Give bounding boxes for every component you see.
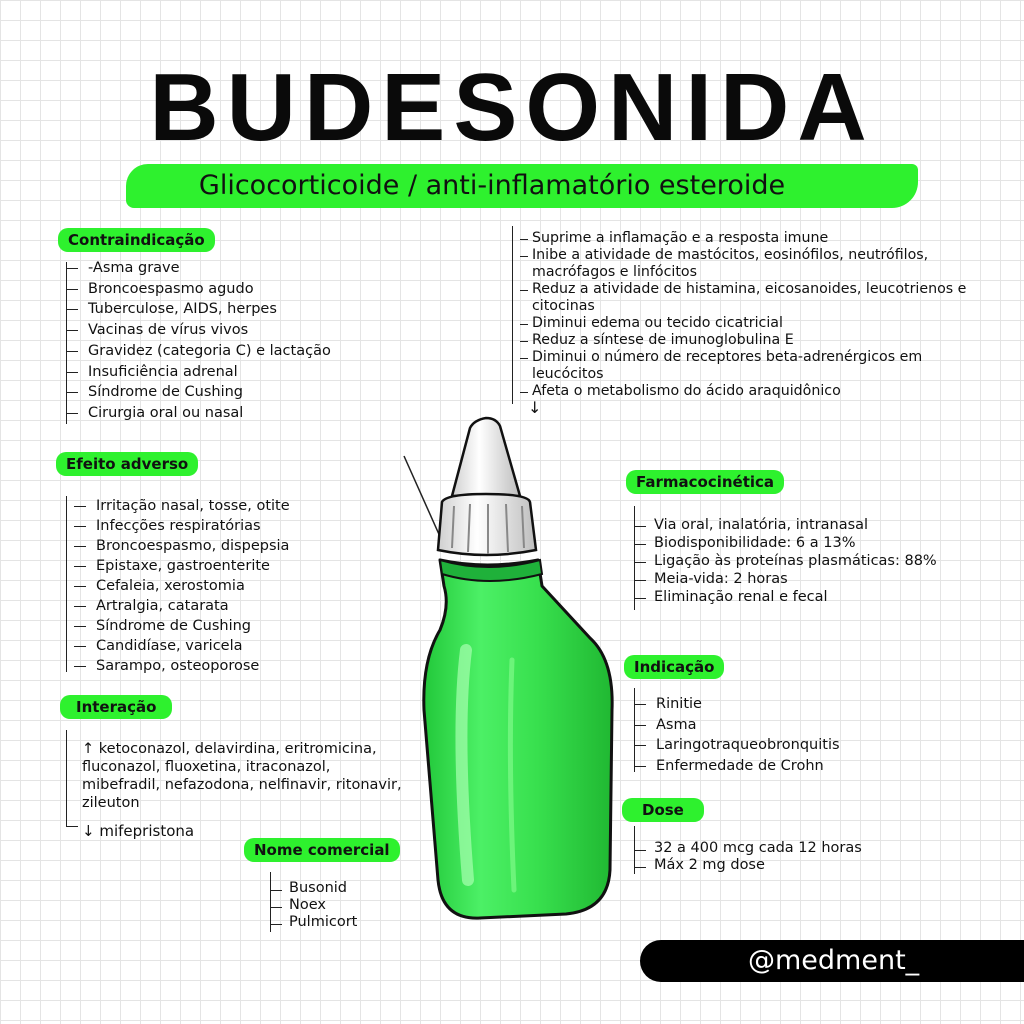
efeito-adverso-item: Infecções respiratórias — [74, 516, 290, 536]
contraindicacao-tag: Contraindicação — [58, 228, 215, 252]
mecanismo-list — [520, 230, 990, 400]
contraindicacao-list — [66, 258, 331, 424]
interacao-branch — [66, 826, 78, 827]
efeito-adverso-item: Síndrome de Cushing — [74, 616, 290, 636]
dose-item: 32 a 400 mcg cada 12 horas — [634, 840, 862, 857]
mecanismo-item: Diminui edema ou tecido cicatricial — [520, 315, 990, 332]
efeito-adverso-item: Epistaxe, gastroenterite — [74, 556, 290, 576]
nome-comercial-tag: Nome comercial — [244, 838, 400, 862]
mecanismo-item: Suprime a inflamação e a resposta imune — [520, 230, 990, 247]
efeito-adverso-item: Artralgia, catarata — [74, 596, 290, 616]
farmacocinetica-tag: Farmacocinética — [626, 470, 784, 494]
page-title: BUDESONIDA — [149, 54, 875, 161]
contraindicacao-item: Insuficiência adrenal — [66, 362, 331, 383]
contraindicacao-item: -Asma grave — [66, 258, 331, 279]
indicacao-item: Rinitie — [634, 694, 840, 715]
interacao-decrease — [82, 822, 194, 840]
farmacocinetica-item: Via oral, inalatória, intranasal — [634, 516, 937, 534]
contraindicacao-item: Broncoespasmo agudo — [66, 279, 331, 300]
mecanismo-item: Reduz a atividade de histamina, eicosanoides, leucotrienos e citocinas — [520, 281, 990, 315]
dose-list — [634, 840, 862, 874]
indicacao-item: Enfermedade de Crohn — [634, 756, 840, 777]
decrease-arrow: ↓ — [82, 822, 95, 840]
indicacao-list — [634, 694, 840, 777]
farmacocinetica-item: Meia-vida: 2 horas — [634, 570, 937, 588]
author-handle: @medment_ — [640, 940, 1024, 982]
nome-comercial-item: Busonid — [270, 880, 357, 897]
contraindicacao-item: Vacinas de vírus vivos — [66, 320, 331, 341]
bottle-illustration — [396, 410, 636, 930]
efeito-adverso-item: Irritação nasal, tosse, otite — [74, 496, 290, 516]
indicacao-item: Laringotraqueobronquitis — [634, 735, 840, 756]
nome-comercial-list — [270, 880, 357, 931]
subtitle-banner: Glicocorticoide / anti-inflamatório esteroide — [126, 164, 918, 208]
interacao-tag: Interação — [60, 695, 172, 719]
mecanismo-tree-line — [512, 226, 513, 404]
farmacocinetica-list — [634, 516, 937, 606]
decrease-text: mifepristona — [99, 822, 195, 840]
contraindicacao-item: Gravidez (categoria C) e lactação — [66, 341, 331, 362]
increase-arrow: ↑ — [82, 741, 95, 757]
dose-item: Máx 2 mg dose — [634, 857, 862, 874]
mecanismo-arrow: ↓ — [528, 398, 542, 417]
mecanismo-item: Diminui o número de receptores beta-adrenérgicos em leucócitos — [520, 349, 990, 383]
mecanismo-item: Reduz a síntese de imunoglobulina E — [520, 332, 990, 349]
efeito-adverso-item: Cefaleia, xerostomia — [74, 576, 290, 596]
interacao-increase — [82, 740, 412, 812]
nome-comercial-item: Noex — [270, 897, 357, 914]
mecanismo-item: Inibe a atividade de mastócitos, eosinófilos, neutrófilos, macrófagos e linfócitos — [520, 247, 990, 281]
interacao-tree-line — [66, 730, 67, 826]
contraindicacao-item: Tuberculose, AIDS, herpes — [66, 299, 331, 320]
farmacocinetica-item: Eliminação renal e fecal — [634, 588, 937, 606]
efeito-adverso-tag: Efeito adverso — [56, 452, 198, 476]
contraindicacao-item: Cirurgia oral ou nasal — [66, 403, 331, 424]
efeito-adverso-item: Sarampo, osteoporose — [74, 656, 290, 676]
indicacao-item: Asma — [634, 715, 840, 736]
farmacocinetica-item: Biodisponibilidade: 6 a 13% — [634, 534, 937, 552]
contraindicacao-item: Síndrome de Cushing — [66, 382, 331, 403]
nome-comercial-item: Pulmicort — [270, 914, 357, 931]
farmacocinetica-item: Ligação às proteínas plasmáticas: 88% — [634, 552, 937, 570]
efeito-adverso-list — [66, 496, 290, 676]
dose-tag: Dose — [622, 798, 704, 822]
efeito-adverso-item: Candidíase, varicela — [74, 636, 290, 656]
increase-text: ketoconazol, delavirdina, eritromicina, fluconazol, fluoxetina, itraconazol, mibefradil, nefazodona, nelfinavir, ritonavir, zileuton — [82, 741, 402, 811]
efeito-adverso-item: Broncoespasmo, dispepsia — [74, 536, 290, 556]
indicacao-tag: Indicação — [624, 655, 724, 679]
mecanismo-item: Afeta o metabolismo do ácido araquidônico — [520, 383, 990, 400]
